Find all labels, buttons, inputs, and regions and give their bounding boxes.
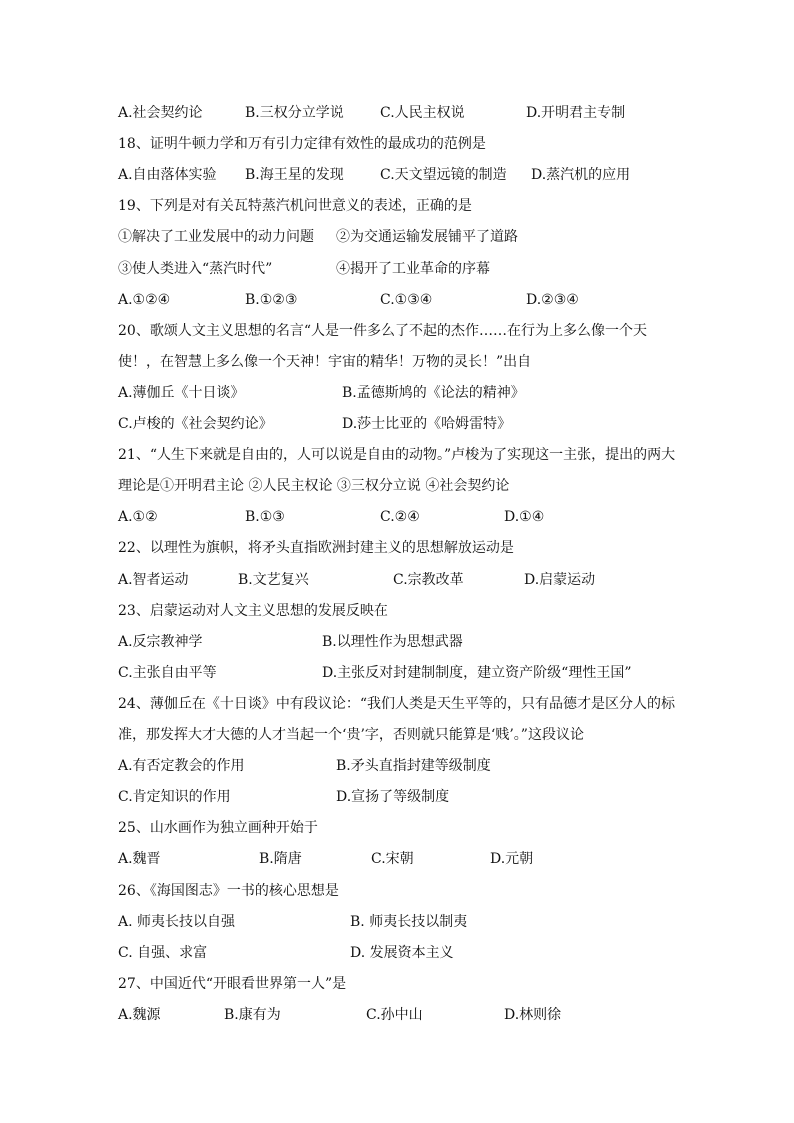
answer-option: A.社会契约论 <box>118 105 203 121</box>
answer-option: A.①② <box>118 509 158 525</box>
answer-option: A.薄伽丘《十日谈》 <box>118 385 245 401</box>
question-stem: 25、山水画作为独立画种开始于 <box>118 820 318 836</box>
answer-option: C.宗教改革 <box>393 572 464 588</box>
question-stem: 26、《海国图志》一书的核心思想是 <box>118 883 339 899</box>
answer-option: A.自由落体实验 <box>118 167 217 183</box>
answer-option: A.魏晋 <box>118 851 161 867</box>
answer-option: C.主张自由平等 <box>118 665 217 681</box>
answer-option: A.①②④ <box>118 292 171 308</box>
answer-option: A. 师夷长技以自强 <box>118 914 236 930</box>
answer-option: D.林则徐 <box>504 1007 562 1023</box>
answer-option: C. 自强、求富 <box>118 945 208 961</box>
answer-option: D.蒸汽机的应用 <box>531 167 631 183</box>
answer-option: D.①④ <box>504 509 545 525</box>
question-stem: 18、证明牛顿力学和万有引力定律有效性的最成功的范例是 <box>118 136 486 152</box>
answer-option: D.开明君主专制 <box>526 105 626 121</box>
question-stem: 20、歌颂人文主义思想的名言“人是一件多么了不起的杰作……在行为上多么像一个天 <box>118 323 647 339</box>
answer-option: C.人民主权说 <box>380 105 465 121</box>
answer-option: A.智者运动 <box>118 572 189 588</box>
answer-option: ③使人类进入“蒸汽时代” <box>118 261 273 277</box>
answer-option: D.②③④ <box>526 292 579 308</box>
answer-option: C.孙中山 <box>366 1007 423 1023</box>
answer-option: C.卢梭的《社会契约论》 <box>118 416 273 432</box>
answer-option: D.宣扬了等级制度 <box>336 789 450 805</box>
answer-option: B.①②③ <box>245 292 298 308</box>
answer-option: B.康有为 <box>224 1007 281 1023</box>
question-stem: 23、启蒙运动对人文主义思想的发展反映在 <box>118 603 388 619</box>
answer-option: C.肯定知识的作用 <box>118 789 231 805</box>
answer-option: B.三权分立学说 <box>245 105 344 121</box>
answer-option: C.宋朝 <box>371 851 414 867</box>
answer-option: D. 发展资本主义 <box>350 945 454 961</box>
answer-option: B.文艺复兴 <box>238 572 309 588</box>
answer-option: A.反宗教神学 <box>118 634 203 650</box>
answer-option: B.孟德斯鸠的《论法的精神》 <box>342 385 525 401</box>
answer-option: C.②④ <box>380 509 420 525</box>
answer-option: ①解决了工业发展中的动力问题 <box>118 229 314 245</box>
question-stem: 19、下列是对有关瓦特蒸汽机问世意义的表述，正确的是 <box>118 198 472 214</box>
question-stem: 22、以理性为旗帜，将矛头直指欧洲封建主义的思想解放运动是 <box>118 540 514 556</box>
answer-option: D.启蒙运动 <box>524 572 596 588</box>
answer-option: B. 师夷长技以制夷 <box>350 914 468 930</box>
answer-option: D.莎士比亚的《哈姆雷特》 <box>342 416 512 432</box>
answer-option: D.主张反对封建制制度，建立资产阶级“理性王国” <box>322 665 632 681</box>
answer-option: C.天文望远镜的制造 <box>380 167 507 183</box>
answer-option: A.有否定教会的作用 <box>118 758 245 774</box>
answer-option: C.①③④ <box>380 292 433 308</box>
answer-option: B.①③ <box>245 509 285 525</box>
question-stem: 21、“人生下来就是自由的，人可以说是自由的动物。”卢梭为了实现这一主张，提出的两大 <box>118 447 676 463</box>
question-stem: 27、中国近代“开眼看世界第一人”是 <box>118 976 347 992</box>
answer-option: B.隋唐 <box>259 851 302 867</box>
answer-option: B.海王星的发现 <box>245 167 344 183</box>
question-stem: 理论是①开明君主论 ②人民主权论 ③三权分立说 ④社会契约论 <box>118 478 510 494</box>
answer-option: B.矛头直指封建等级制度 <box>336 758 491 774</box>
question-stem: 使！，在智慧上多么像一个天神！宇宙的精华！万物的灵长！”出自 <box>118 354 532 370</box>
answer-option: ②为交通运输发展铺平了道路 <box>336 229 518 245</box>
answer-option: D.元朝 <box>490 851 534 867</box>
question-stem: 准，那发挥大才大德的人才当起一个‘贵’字，否则就只能算是‘贱’。”这段议论 <box>118 727 584 743</box>
answer-option: A.魏源 <box>118 1007 161 1023</box>
question-stem: 24、薄伽丘在《十日谈》中有段议论：“我们人类是天生平等的，只有品德才是区分人的标 <box>118 696 675 712</box>
answer-option: B.以理性作为思想武器 <box>322 634 463 650</box>
answer-option: ④揭开了工业革命的序幕 <box>336 261 490 277</box>
